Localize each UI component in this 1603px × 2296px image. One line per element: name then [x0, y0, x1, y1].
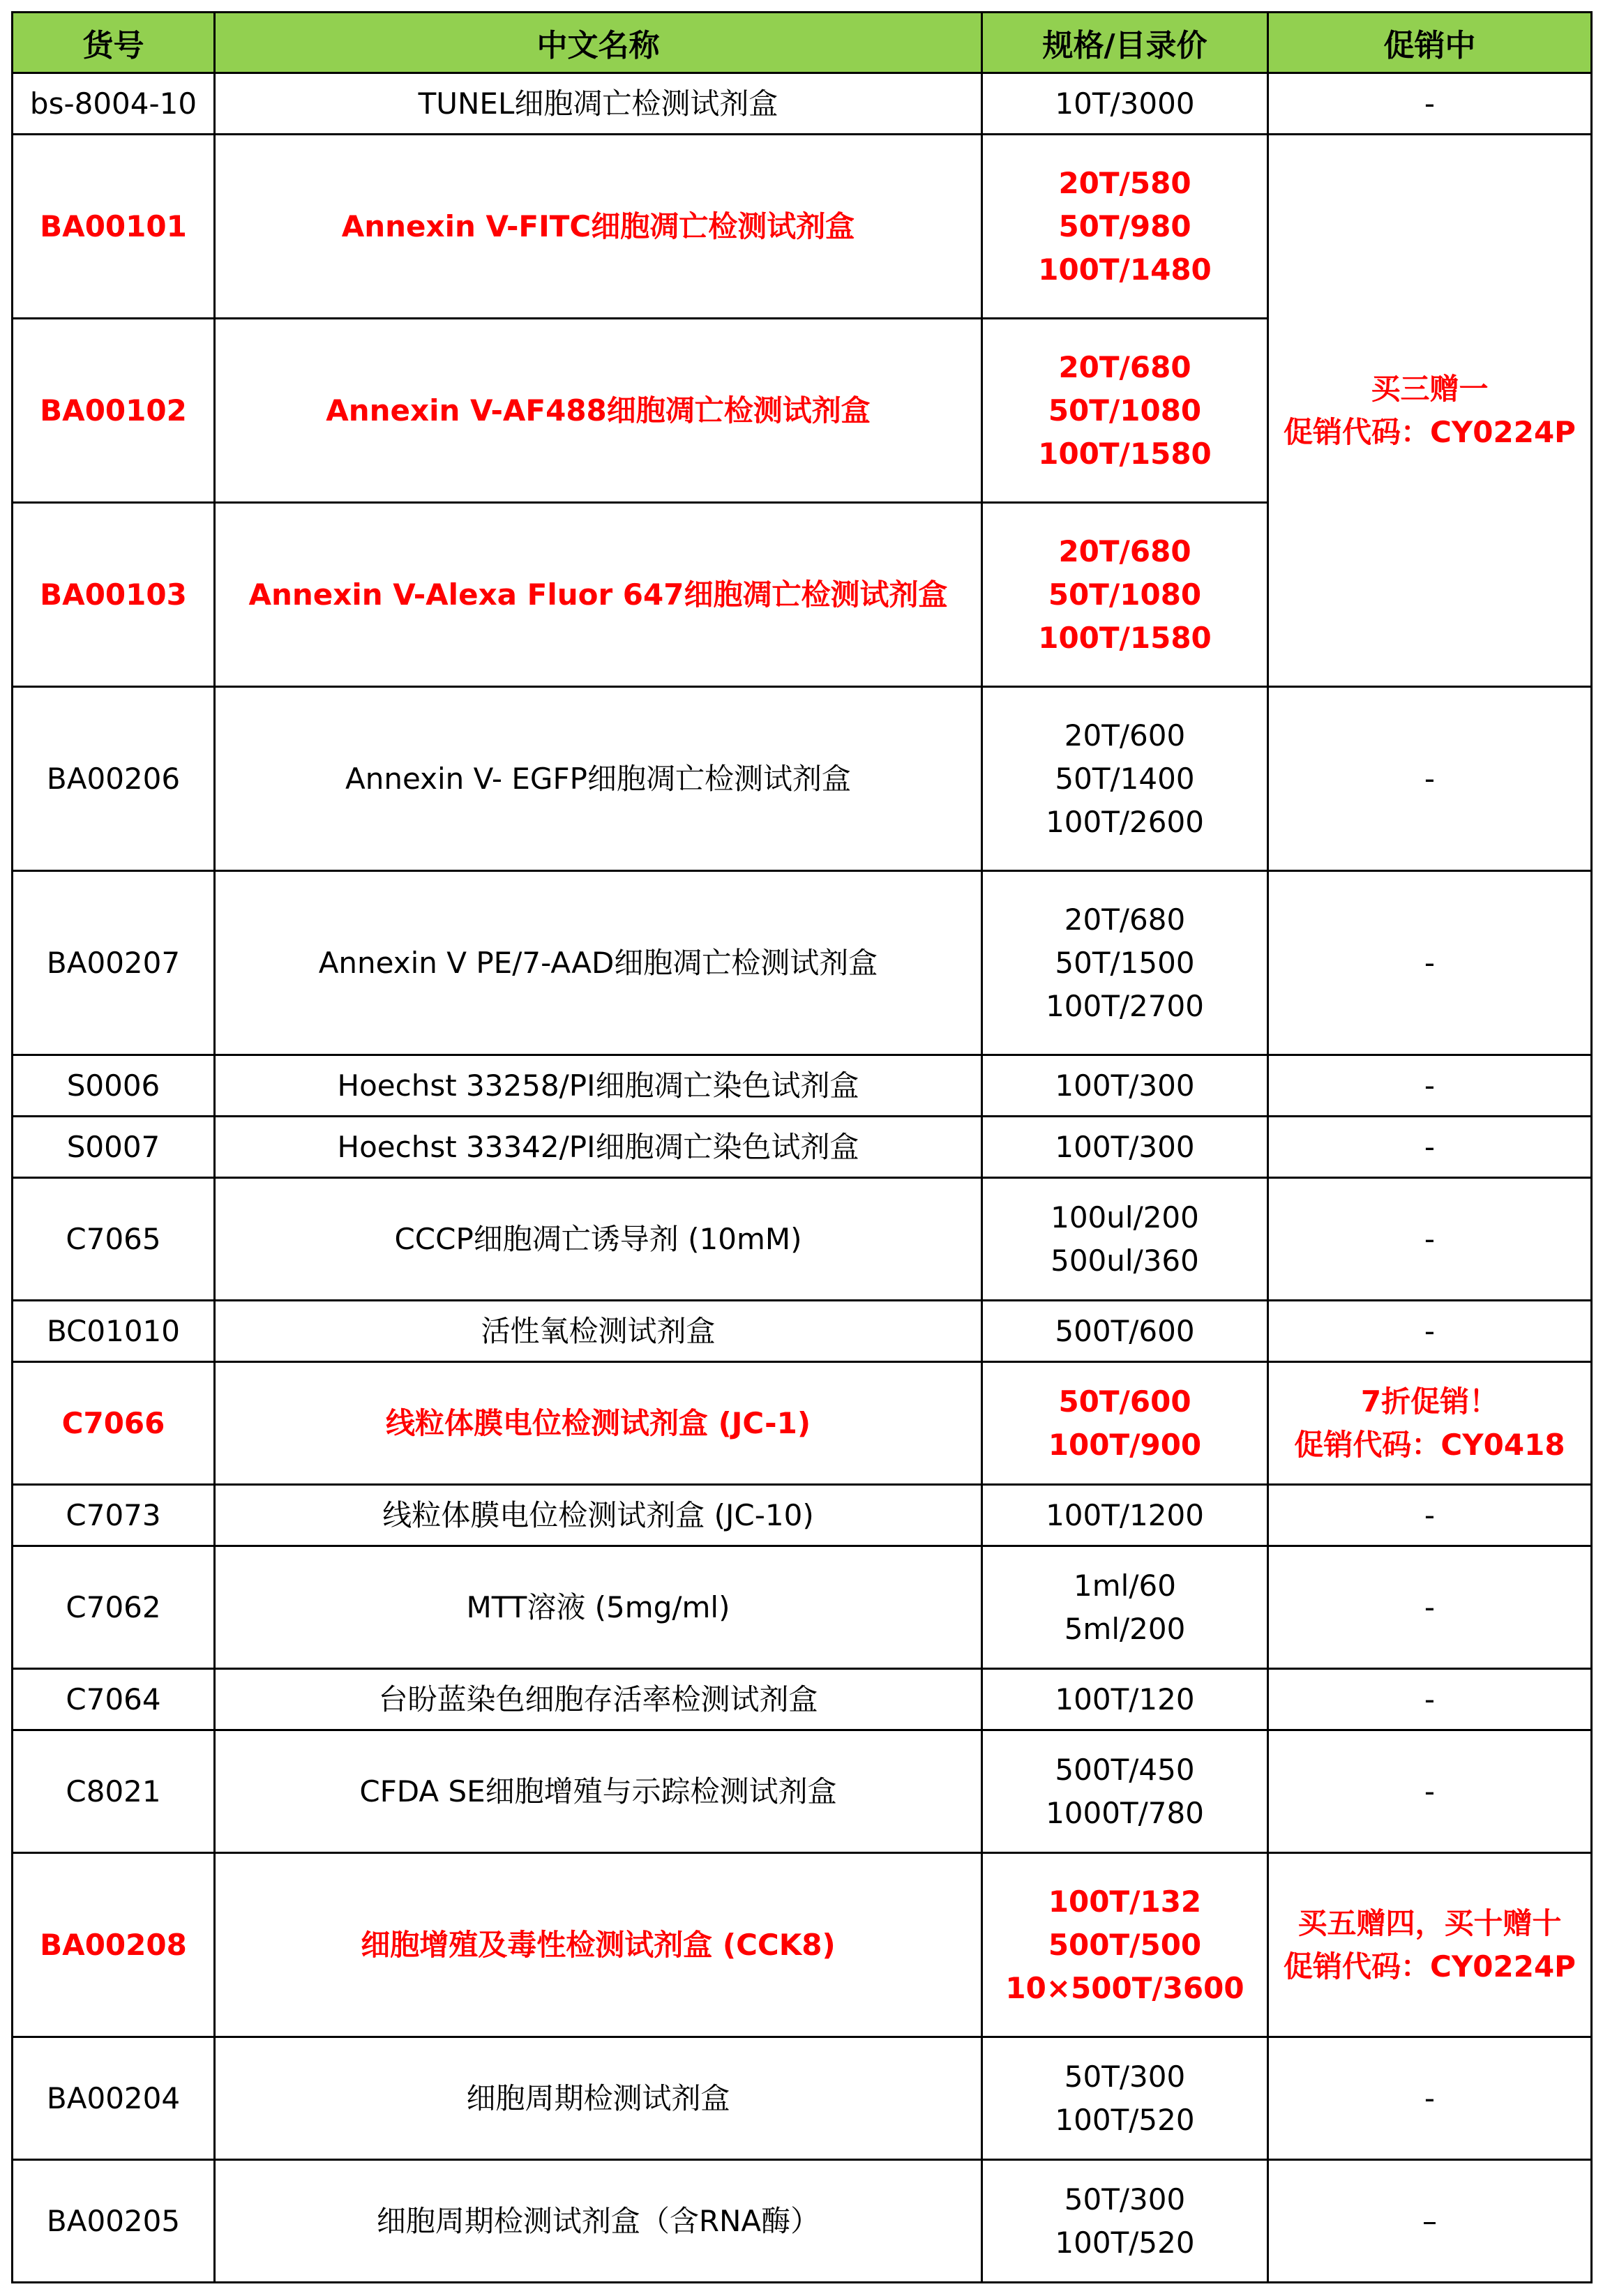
product-spec: 100T/300 — [982, 1055, 1268, 1117]
product-spec: 100T/1200 — [982, 1485, 1268, 1546]
promo-offer: 买五赠四，买十赠十 — [1297, 1905, 1562, 1940]
product-promo — [1268, 1362, 1592, 1485]
product-name: 线粒体膜电位检测试剂盒 (JC-1) — [215, 1362, 982, 1485]
merged-promo-cell — [1268, 135, 1592, 687]
product-promo: - — [1268, 1117, 1592, 1178]
table-row — [13, 687, 1592, 871]
product-promo: - — [1268, 1485, 1592, 1546]
product-spec: 100T/300 — [982, 1117, 1268, 1178]
table-row — [13, 871, 1592, 1055]
product-name: 细胞周期检测试剂盒（含RNA酶） — [215, 2160, 982, 2283]
product-id: BA00102 — [13, 319, 215, 503]
promo-code: 促销代码：CY0418 — [1294, 1427, 1565, 1462]
product-name: Annexin V- EGFP细胞凋亡检测试剂盒 — [215, 687, 982, 871]
product-id: BC01010 — [13, 1301, 215, 1362]
table-row — [13, 1730, 1592, 1853]
product-id: C7066 — [13, 1362, 215, 1485]
product-promo: - — [1268, 1301, 1592, 1362]
table-row — [13, 73, 1592, 135]
product-name: 线粒体膜电位检测试剂盒 (JC-10) — [215, 1485, 982, 1546]
product-id: C8021 — [13, 1730, 215, 1853]
product-spec: 100ul/200 500ul/360 — [982, 1178, 1268, 1301]
product-name: Annexin V-Alexa Fluor 647细胞凋亡检测试剂盒 — [215, 503, 982, 687]
product-promo: – — [1268, 2160, 1592, 2283]
table-row — [13, 1301, 1592, 1362]
product-id: BA00205 — [13, 2160, 215, 2283]
product-spec: 20T/600 50T/1400 100T/2600 — [982, 687, 1268, 871]
table-row — [13, 1669, 1592, 1730]
product-name: 细胞周期检测试剂盒 — [215, 2037, 982, 2160]
product-spec: 50T/300 100T/520 — [982, 2160, 1268, 2283]
product-id: BA00103 — [13, 503, 215, 687]
product-promo: - — [1268, 1730, 1592, 1853]
product-spec: 50T/600 100T/900 — [982, 1362, 1268, 1485]
product-name: CCCP细胞凋亡诱导剂 (10mM) — [215, 1178, 982, 1301]
product-spec: 500T/450 1000T/780 — [982, 1730, 1268, 1853]
promo-offer: 7折促销！ — [1360, 1384, 1499, 1419]
table-row — [13, 1117, 1592, 1178]
product-id: C7062 — [13, 1546, 215, 1669]
product-id: S0006 — [13, 1055, 215, 1117]
table-row — [13, 1485, 1592, 1546]
product-promo: - — [1268, 1055, 1592, 1117]
price-table-wrapper — [11, 11, 1593, 2283]
product-name: Hoechst 33258/PI细胞凋亡染色试剂盒 — [215, 1055, 982, 1117]
table-header-row — [13, 13, 1592, 73]
product-spec: 1ml/60 5ml/200 — [982, 1546, 1268, 1669]
product-promo: - — [1268, 1546, 1592, 1669]
product-promo: - — [1268, 1178, 1592, 1301]
table-row — [13, 1178, 1592, 1301]
product-name: CFDA SE细胞增殖与示踪检测试剂盒 — [215, 1730, 982, 1853]
product-spec: 100T/120 — [982, 1669, 1268, 1730]
product-promo: - — [1268, 871, 1592, 1055]
product-promo: - — [1268, 73, 1592, 135]
product-id: BA00101 — [13, 135, 215, 319]
table-row — [13, 1055, 1592, 1117]
product-id: bs-8004-10 — [13, 73, 215, 135]
product-spec: 500T/600 — [982, 1301, 1268, 1362]
promo-code: 促销代码：CY0224P — [1284, 1949, 1576, 1984]
product-name: MTT溶液 (5mg/ml) — [215, 1546, 982, 1669]
product-id: BA00207 — [13, 871, 215, 1055]
product-spec: 20T/680 50T/1500 100T/2700 — [982, 871, 1268, 1055]
table-row — [13, 135, 1592, 319]
product-price-table — [11, 11, 1593, 2283]
table-row — [13, 1853, 1592, 2037]
product-spec: 100T/132 500T/500 10×500T/3600 — [982, 1853, 1268, 2037]
product-spec: 50T/300 100T/520 — [982, 2037, 1268, 2160]
product-name: Annexin V-FITC细胞凋亡检测试剂盒 — [215, 135, 982, 319]
table-row — [13, 1362, 1592, 1485]
product-promo: - — [1268, 1669, 1592, 1730]
header-spec-price: 规格/目录价 — [982, 13, 1268, 73]
table-row — [13, 2160, 1592, 2283]
product-name: 细胞增殖及毒性检测试剂盒 (CCK8) — [215, 1853, 982, 2037]
promo-offer: 买三赠一 — [1371, 371, 1489, 406]
product-promo: - — [1268, 2037, 1592, 2160]
product-id: BA00206 — [13, 687, 215, 871]
product-spec: 10T/3000 — [982, 73, 1268, 135]
product-id: BA00208 — [13, 1853, 215, 2037]
product-id: BA00204 — [13, 2037, 215, 2160]
header-product-name: 中文名称 — [215, 13, 982, 73]
product-id: S0007 — [13, 1117, 215, 1178]
header-promotion: 促销中 — [1268, 13, 1592, 73]
promo-code: 促销代码：CY0224P — [1284, 414, 1576, 449]
product-name: Annexin V PE/7-AAD细胞凋亡检测试剂盒 — [215, 871, 982, 1055]
table-row — [13, 1546, 1592, 1669]
product-spec: 20T/580 50T/980 100T/1480 — [982, 135, 1268, 319]
table-row — [13, 2037, 1592, 2160]
product-spec: 20T/680 50T/1080 100T/1580 — [982, 503, 1268, 687]
product-name: Hoechst 33342/PI细胞凋亡染色试剂盒 — [215, 1117, 982, 1178]
product-promo — [1268, 1853, 1592, 2037]
product-id: C7073 — [13, 1485, 215, 1546]
product-name: Annexin V-AF488细胞凋亡检测试剂盒 — [215, 319, 982, 503]
product-promo: - — [1268, 687, 1592, 871]
product-spec: 20T/680 50T/1080 100T/1580 — [982, 319, 1268, 503]
product-name: 活性氧检测试剂盒 — [215, 1301, 982, 1362]
product-id: C7064 — [13, 1669, 215, 1730]
header-product-id: 货号 — [13, 13, 215, 73]
product-name: 台盼蓝染色细胞存活率检测试剂盒 — [215, 1669, 982, 1730]
product-name: TUNEL细胞凋亡检测试剂盒 — [215, 73, 982, 135]
product-id: C7065 — [13, 1178, 215, 1301]
